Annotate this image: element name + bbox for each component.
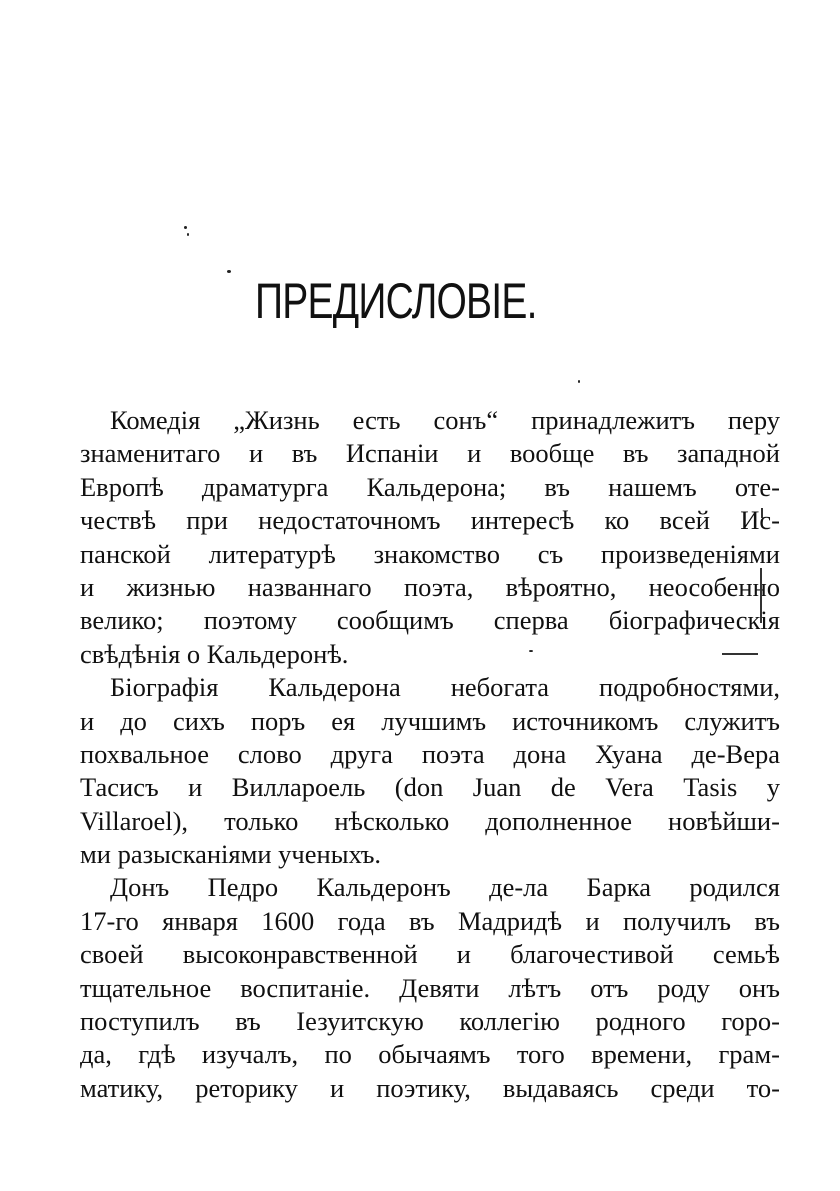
text-line: Европѣ драматурга Кальдерона; въ нашемъ оте- <box>80 471 780 502</box>
text-line: Донъ Педро Кальдеронъ де-ла Барка родился <box>110 872 780 903</box>
scan-speck <box>187 233 189 236</box>
text-line: и до сихъ поръ ея лучшимъ источникомъ служитъ <box>80 705 780 736</box>
text-line: да, гдѣ изучалъ, по обычаямъ того времени, грам- <box>80 1039 780 1070</box>
text-line: Комедія „Жизнь есть сонъ“ принадлежитъ перу <box>110 405 780 435</box>
margin-pencil-mark <box>722 653 758 655</box>
text-line: и жизнью названнаго поэта, вѣроятно, неособенно <box>80 571 780 602</box>
text-line: тщательное воспитаніе. Девяти лѣтъ отъ роду онъ <box>80 972 780 1003</box>
text-line: своей высоконравственной и благочестивой семьѣ <box>80 939 780 970</box>
text-line: свѣдѣнія о Кальдеронѣ. <box>80 638 349 669</box>
scan-speck <box>184 226 187 229</box>
margin-pencil-mark <box>761 508 763 518</box>
text-line: Villaroel), только нѣсколько дополненное новѣйши- <box>80 805 780 836</box>
scan-speck <box>578 380 580 383</box>
text-line: знаменитаго и въ Испаніи и вообще въ западной <box>80 438 780 469</box>
text-line: 17-го января 1600 года въ Мадридѣ и получилъ въ <box>80 905 780 936</box>
scan-speck <box>227 270 231 273</box>
text-line: ми разысканіями ученыхъ. <box>80 839 382 870</box>
text-line: похвальное слово друга поэта дона Хуана де-Вера <box>80 738 780 769</box>
text-line: панской литературѣ знакомство съ произведеніями <box>80 538 780 569</box>
text-line: чествѣ при недостаточномъ интересѣ ко всей Ис- <box>80 505 780 536</box>
body-text <box>80 404 780 1105</box>
text-line: Біографія Кальдерона небогата подробностями, <box>110 672 780 703</box>
text-line: матику, реторику и поэтику, выдаваясь среди то- <box>80 1072 780 1103</box>
text-line: поступилъ въ Іезуитскую коллегію родного горо- <box>80 1006 780 1037</box>
scan-speck <box>529 650 533 652</box>
margin-pencil-mark <box>760 568 762 623</box>
text-line: велико; поэтому сообщимъ сперва біографическія <box>80 605 780 636</box>
page-title: ПРЕДИСЛОВІЕ. <box>255 273 537 329</box>
text-line: Тасисъ и Вилларoель (don Juan de Vera Tasis y <box>80 772 780 803</box>
